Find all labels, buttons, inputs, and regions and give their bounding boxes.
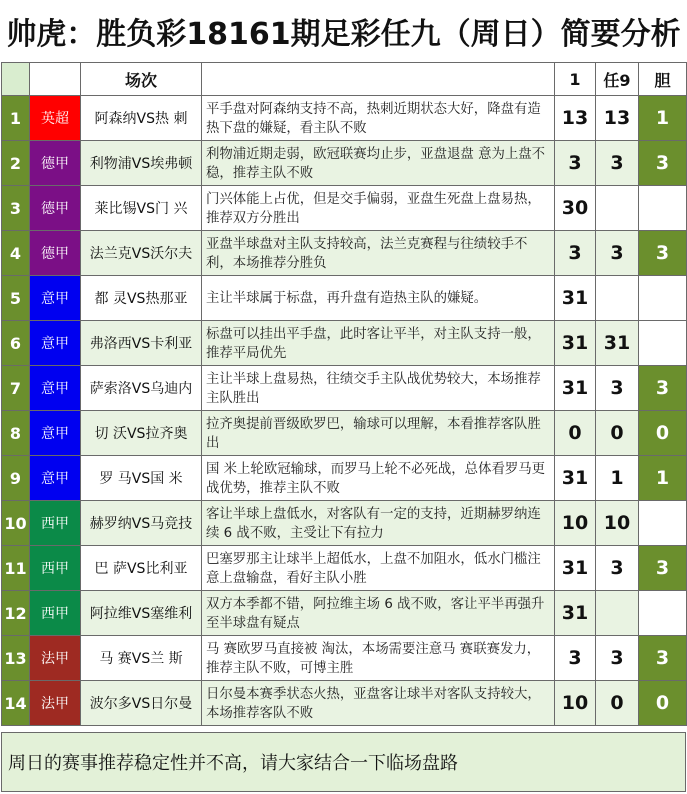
table-row bbox=[2, 366, 687, 411]
analysis-text: 亚盘半球盘对主队支持较高，法兰克赛程与往绩较手不利，本场推荐分胜负 bbox=[202, 231, 555, 276]
match-name: 萨索洛VS乌迪内 bbox=[81, 366, 202, 411]
row-index: 5 bbox=[2, 276, 30, 321]
table-row bbox=[2, 231, 687, 276]
league-badge: 意甲 bbox=[30, 276, 81, 321]
analysis-text: 标盘可以挂出平手盘，此时客让平半，对主队支持一般，推荐平局优先 bbox=[202, 321, 555, 366]
pick-dan bbox=[639, 501, 687, 546]
analysis-text: 马 赛欧罗马直接被 淘汰，本场需要注意马 赛联赛发力，推荐主队不败，可博主胜 bbox=[202, 636, 555, 681]
pick-r9 bbox=[596, 186, 639, 231]
pick-r9: 3 bbox=[596, 141, 639, 186]
header-league-cell bbox=[30, 63, 81, 96]
row-index: 3 bbox=[2, 186, 30, 231]
pick-dan bbox=[639, 591, 687, 636]
match-name: 巴 萨VS比利亚 bbox=[81, 546, 202, 591]
pick-dan bbox=[639, 276, 687, 321]
league-badge: 德甲 bbox=[30, 231, 81, 276]
pick-1: 31 bbox=[555, 321, 596, 366]
match-name: 法兰克VS沃尔夫 bbox=[81, 231, 202, 276]
league-badge: 意甲 bbox=[30, 456, 81, 501]
pick-1: 10 bbox=[555, 681, 596, 726]
match-name: 阿拉维VS塞维利 bbox=[81, 591, 202, 636]
pick-1: 31 bbox=[555, 456, 596, 501]
pick-dan: 3 bbox=[639, 231, 687, 276]
table-row bbox=[2, 276, 687, 321]
pick-dan: 3 bbox=[639, 546, 687, 591]
row-index: 7 bbox=[2, 366, 30, 411]
match-name: 罗 马VS国 米 bbox=[81, 456, 202, 501]
row-index: 2 bbox=[2, 141, 30, 186]
analysis-text: 主让半球上盘易热，往绩交手主队战优势较大，本场推荐主队胜出 bbox=[202, 366, 555, 411]
header-row bbox=[2, 63, 687, 96]
pick-1: 31 bbox=[555, 276, 596, 321]
league-badge: 德甲 bbox=[30, 141, 81, 186]
pick-1: 31 bbox=[555, 591, 596, 636]
analysis-text: 双方本季都不错，阿拉维主场 6 战不败，客让平半再强升至半球盘有疑点 bbox=[202, 591, 555, 636]
analysis-text: 平手盘对阿森纳支持不高，热刺近期状态大好，降盘有造热下盘的嫌疑，看主队不败 bbox=[202, 96, 555, 141]
analysis-text: 客让半球上盘低水，对客队有一定的支持，近期赫罗纳连续 6 战不败，主受让下有拉力 bbox=[202, 501, 555, 546]
pick-r9: 3 bbox=[596, 546, 639, 591]
footer-note: 周日的赛事推荐稳定性并不高，请大家结合一下临场盘路 bbox=[1, 732, 686, 792]
header-dan: 胆 bbox=[639, 63, 687, 96]
table-row bbox=[2, 591, 687, 636]
league-badge: 西甲 bbox=[30, 591, 81, 636]
pick-r9: 0 bbox=[596, 681, 639, 726]
pick-dan: 3 bbox=[639, 636, 687, 681]
row-index: 8 bbox=[2, 411, 30, 456]
league-badge: 英超 bbox=[30, 96, 81, 141]
league-badge: 德甲 bbox=[30, 186, 81, 231]
match-name: 都 灵VS热那亚 bbox=[81, 276, 202, 321]
analysis-text: 拉齐奥提前晋级欧罗巴，输球可以理解，本看推荐客队胜出 bbox=[202, 411, 555, 456]
league-badge: 意甲 bbox=[30, 411, 81, 456]
table-row bbox=[2, 501, 687, 546]
analysis-table bbox=[1, 62, 687, 726]
pick-dan: 0 bbox=[639, 411, 687, 456]
pick-1: 3 bbox=[555, 636, 596, 681]
analysis-text: 国 米上轮欧冠输球，而罗马上轮不必死战，总体看罗马更战优势，推荐主队不败 bbox=[202, 456, 555, 501]
table-row bbox=[2, 141, 687, 186]
row-index: 10 bbox=[2, 501, 30, 546]
match-name: 阿森纳VS热 刺 bbox=[81, 96, 202, 141]
pick-r9: 3 bbox=[596, 231, 639, 276]
header-index-cell bbox=[2, 63, 30, 96]
match-name: 赫罗纳VS马竞技 bbox=[81, 501, 202, 546]
match-name: 莱比锡VS门 兴 bbox=[81, 186, 202, 231]
pick-r9: 13 bbox=[596, 96, 639, 141]
pick-r9 bbox=[596, 276, 639, 321]
header-analysis-cell bbox=[202, 63, 555, 96]
header-r9: 任9 bbox=[596, 63, 639, 96]
league-badge: 西甲 bbox=[30, 546, 81, 591]
pick-1: 31 bbox=[555, 546, 596, 591]
league-badge: 意甲 bbox=[30, 366, 81, 411]
row-index: 9 bbox=[2, 456, 30, 501]
pick-1: 10 bbox=[555, 501, 596, 546]
pick-dan: 1 bbox=[639, 456, 687, 501]
pick-r9 bbox=[596, 591, 639, 636]
analysis-text: 主让半球属于标盘，再升盘有造热主队的嫌疑。 bbox=[202, 276, 555, 321]
row-index: 1 bbox=[2, 96, 30, 141]
table-row bbox=[2, 411, 687, 456]
pick-1: 3 bbox=[555, 141, 596, 186]
table-row bbox=[2, 96, 687, 141]
table-row bbox=[2, 636, 687, 681]
row-index: 12 bbox=[2, 591, 30, 636]
header-match: 场次 bbox=[81, 63, 202, 96]
page-title: 帅虎：胜负彩18161期足彩任九（周日）简要分析 bbox=[6, 17, 681, 52]
analysis-text: 门兴体能上占优，但是交手偏弱，亚盘生死盘上盘易热，推荐双方分胜出 bbox=[202, 186, 555, 231]
pick-r9: 31 bbox=[596, 321, 639, 366]
match-name: 波尔多VS日尔曼 bbox=[81, 681, 202, 726]
match-name: 利物浦VS埃弗顿 bbox=[81, 141, 202, 186]
pick-dan: 0 bbox=[639, 681, 687, 726]
pick-r9: 3 bbox=[596, 636, 639, 681]
match-name: 马 赛VS兰 斯 bbox=[81, 636, 202, 681]
analysis-text: 日尔曼本赛季状态火热，亚盘客让球半对客队支持较大，本场推荐客队不败 bbox=[202, 681, 555, 726]
analysis-text: 巴塞罗那主让球半上超低水，上盘不加阻水，低水门槛注意上盘输盘，看好主队小胜 bbox=[202, 546, 555, 591]
match-name: 切 沃VS拉齐奥 bbox=[81, 411, 202, 456]
league-badge: 法甲 bbox=[30, 681, 81, 726]
analysis-text: 利物浦近期走弱，欧冠联赛均止步，亚盘退盘 意为上盘不稳，推荐主队不败 bbox=[202, 141, 555, 186]
table-row bbox=[2, 681, 687, 726]
league-badge: 西甲 bbox=[30, 501, 81, 546]
pick-r9: 3 bbox=[596, 366, 639, 411]
pick-dan bbox=[639, 186, 687, 231]
pick-1: 3 bbox=[555, 231, 596, 276]
row-index: 13 bbox=[2, 636, 30, 681]
table-row bbox=[2, 546, 687, 591]
table-row bbox=[2, 186, 687, 231]
pick-dan bbox=[639, 321, 687, 366]
pick-r9: 1 bbox=[596, 456, 639, 501]
row-index: 6 bbox=[2, 321, 30, 366]
row-index: 14 bbox=[2, 681, 30, 726]
row-index: 4 bbox=[2, 231, 30, 276]
match-name: 弗洛西VS卡利亚 bbox=[81, 321, 202, 366]
pick-1: 31 bbox=[555, 366, 596, 411]
pick-dan: 3 bbox=[639, 366, 687, 411]
pick-r9: 0 bbox=[596, 411, 639, 456]
table-row bbox=[2, 456, 687, 501]
header-col1: 1 bbox=[555, 63, 596, 96]
pick-1: 13 bbox=[555, 96, 596, 141]
pick-1: 30 bbox=[555, 186, 596, 231]
league-badge: 意甲 bbox=[30, 321, 81, 366]
pick-dan: 1 bbox=[639, 96, 687, 141]
pick-dan: 3 bbox=[639, 141, 687, 186]
table-row bbox=[2, 321, 687, 366]
row-index: 11 bbox=[2, 546, 30, 591]
pick-r9: 10 bbox=[596, 501, 639, 546]
league-badge: 法甲 bbox=[30, 636, 81, 681]
pick-1: 0 bbox=[555, 411, 596, 456]
